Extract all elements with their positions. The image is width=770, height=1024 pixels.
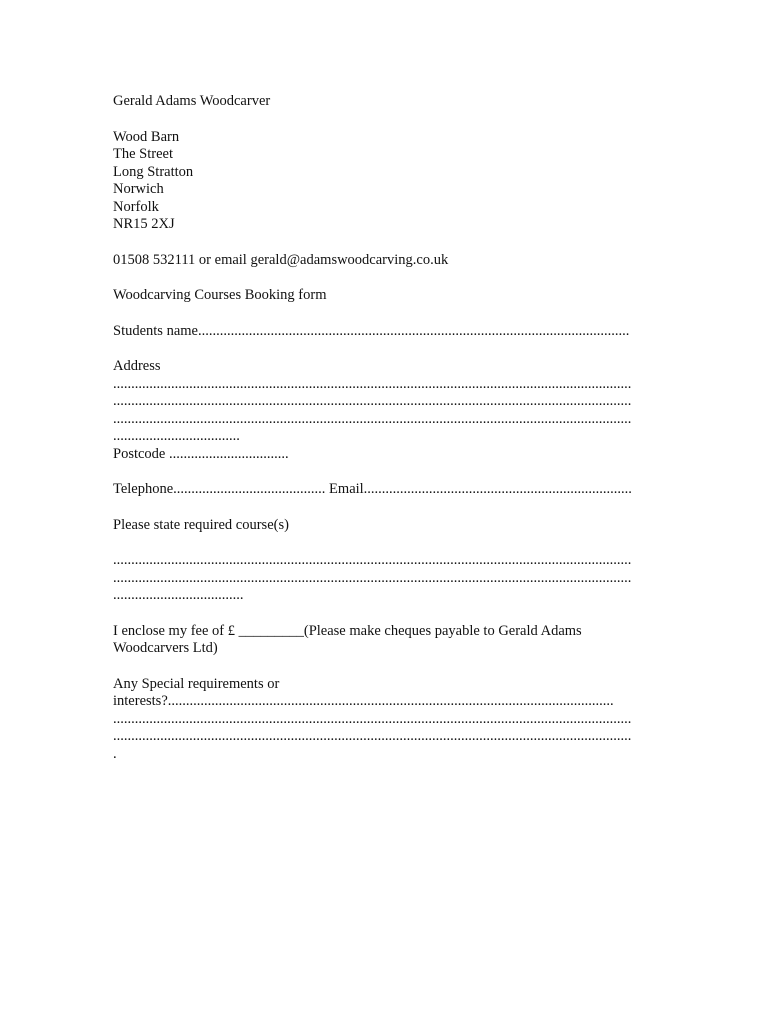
- address-line: Norwich: [113, 181, 164, 197]
- course-field-line[interactable]: ...............................................................................................................................................: [113, 552, 632, 568]
- fee-statement-continued: Woodcarvers Ltd): [113, 640, 218, 656]
- telephone-email-field[interactable]: Telephone.......................................... Email..........................................................................: [113, 481, 632, 497]
- fee-statement[interactable]: I enclose my fee of £ _________(Please make cheques payable to Gerald Adams: [113, 622, 582, 639]
- document-body: [113, 93, 658, 763]
- special-requirements-field[interactable]: interests?...........................................................................................................................: [113, 693, 614, 709]
- course-field-line[interactable]: ....................................: [113, 587, 244, 603]
- address-field-line[interactable]: ...............................................................................................................................................: [113, 375, 632, 392]
- form-title: Woodcarving Courses Booking form: [113, 287, 327, 303]
- address-line: NR15 2XJ: [113, 216, 175, 232]
- special-requirements-line[interactable]: ...............................................................................................................................................: [113, 728, 632, 744]
- course-field-line[interactable]: ...............................................................................................................................................: [113, 569, 632, 586]
- address-line: Long Stratton: [113, 163, 194, 180]
- contact-details: 01508 532111 or email gerald@adamswoodcarving.co.uk: [113, 251, 449, 268]
- address-field-line[interactable]: ...............................................................................................................................................: [113, 410, 632, 427]
- address-field-line[interactable]: ...............................................................................................................................................: [113, 393, 632, 409]
- address-line: Norfolk: [113, 198, 159, 215]
- address-label: Address: [113, 358, 161, 374]
- business-address: [113, 129, 658, 234]
- business-name: Gerald Adams Woodcarver: [113, 93, 271, 109]
- postcode-field[interactable]: Postcode .................................: [113, 445, 289, 462]
- students-name-field[interactable]: Students name.......................................................................................................................: [113, 322, 630, 339]
- address-line: The Street: [113, 146, 173, 162]
- special-requirements-end: .: [113, 745, 117, 762]
- address-field-line[interactable]: ...................................: [113, 428, 240, 444]
- address-line: Wood Barn: [113, 128, 180, 145]
- special-requirements-line[interactable]: ...............................................................................................................................................: [113, 710, 632, 727]
- special-requirements-label: Any Special requirements or: [113, 675, 280, 692]
- course-label: Please state required course(s): [113, 516, 289, 533]
